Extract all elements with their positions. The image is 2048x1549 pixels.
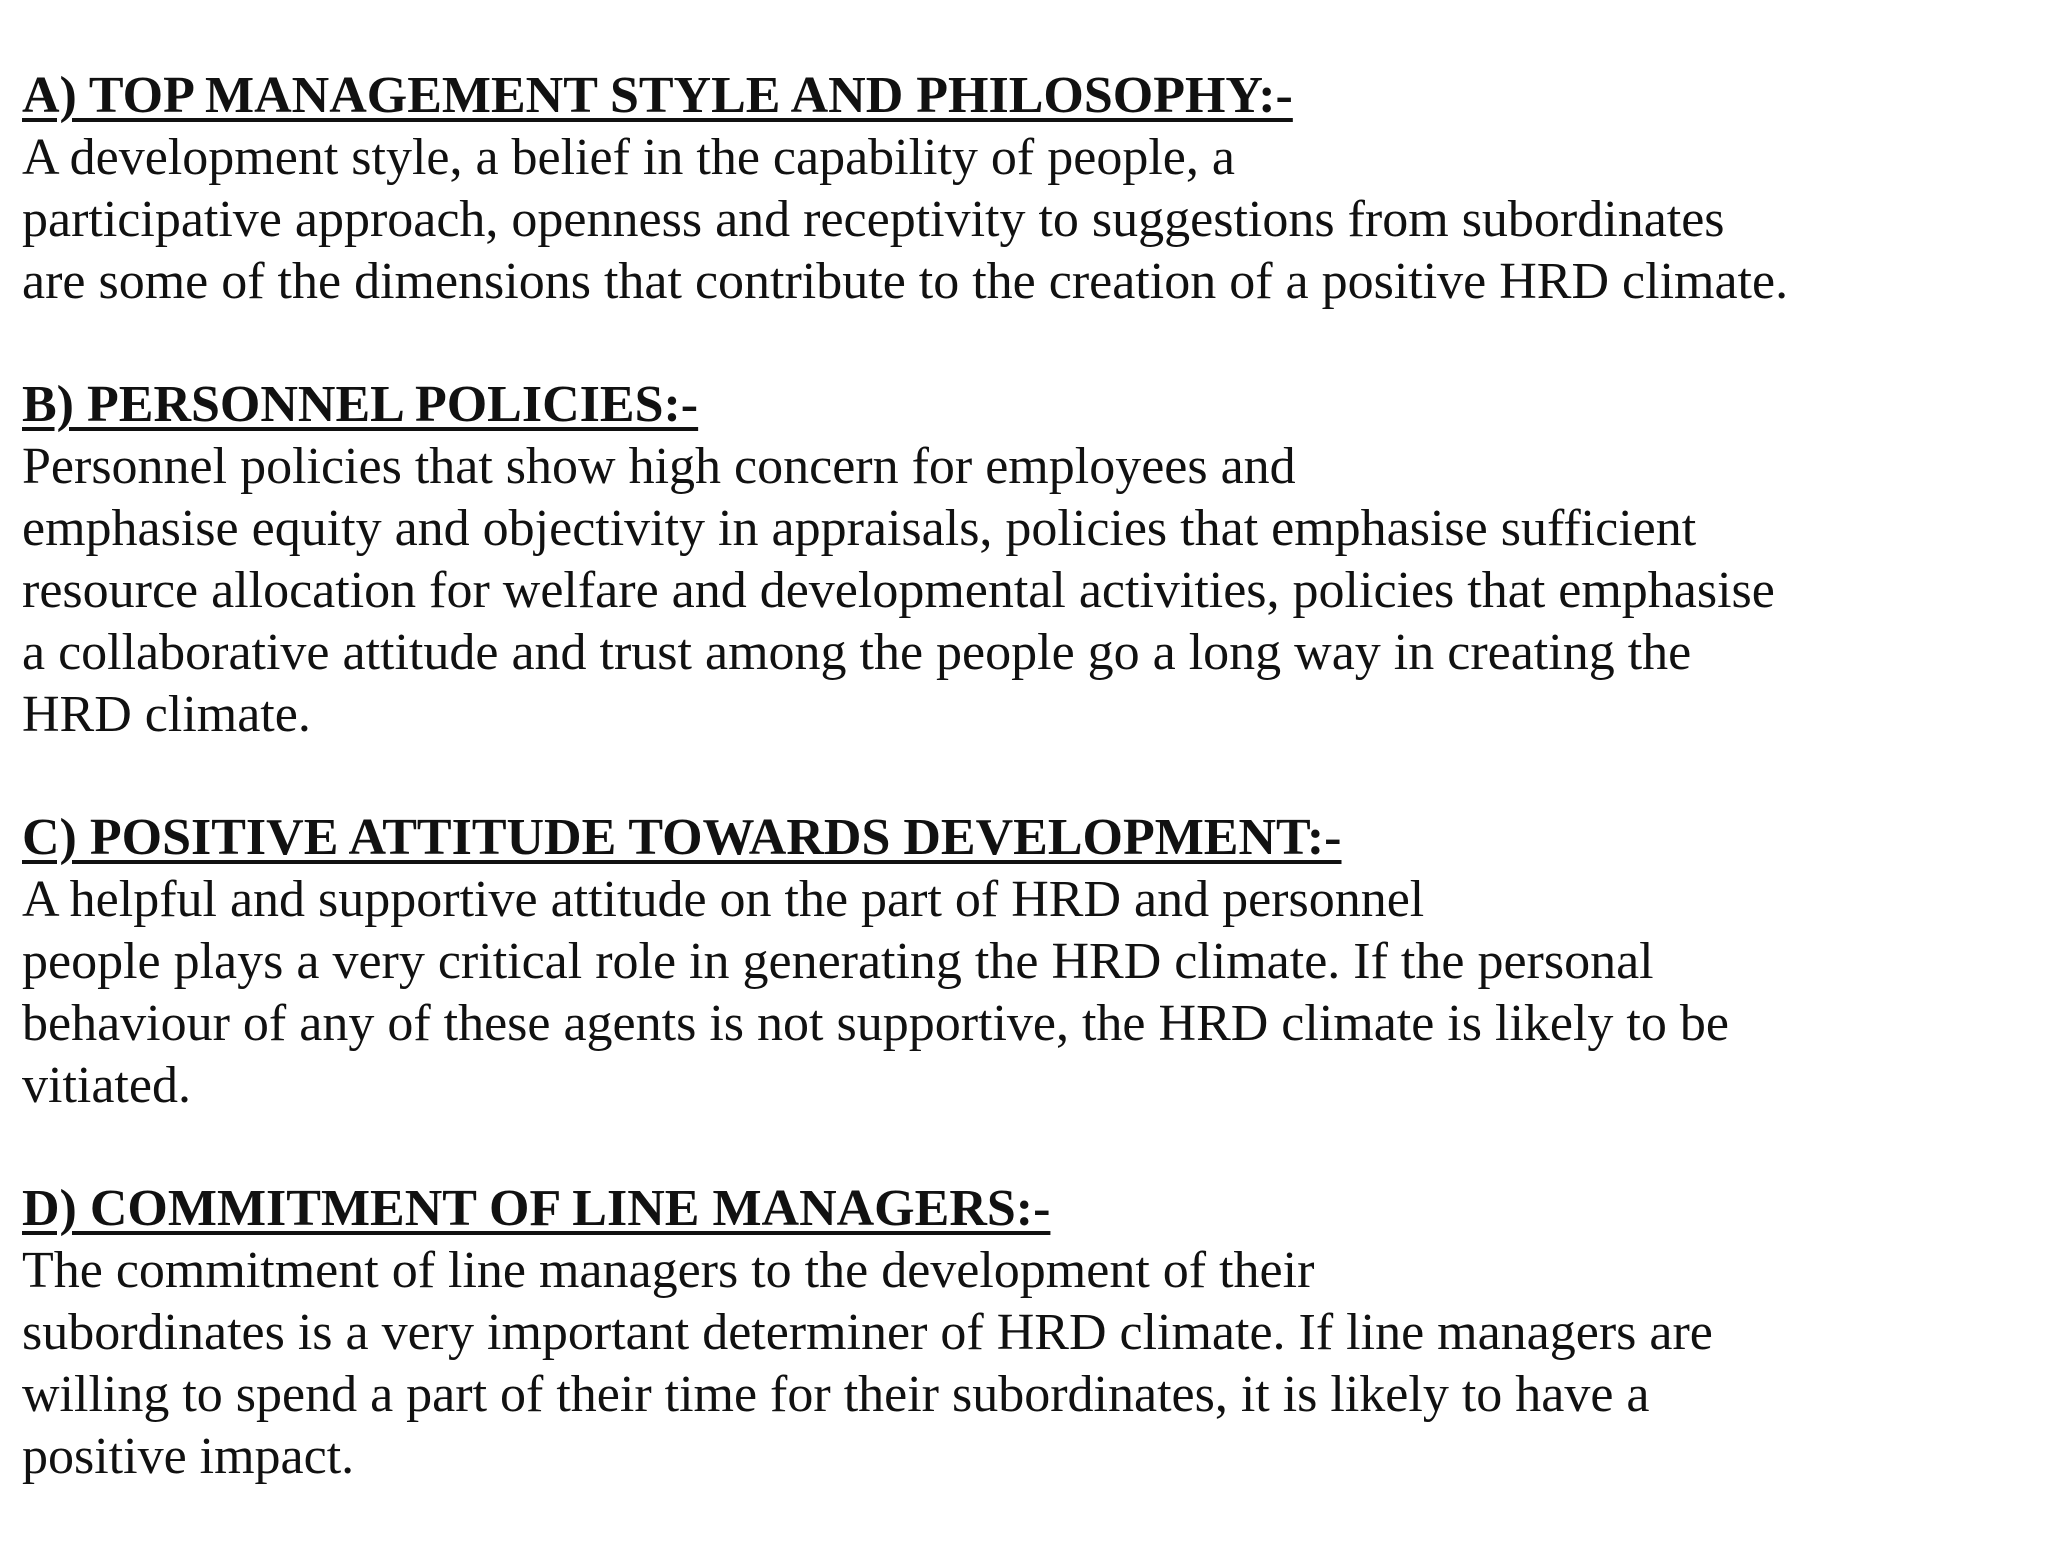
section-personnel-policies	[22, 374, 2012, 746]
section-positive-attitude	[22, 807, 2012, 1117]
paragraph-line: Personnel policies that show high concern for employees and	[22, 438, 1296, 495]
paragraph-line: HRD climate.	[22, 686, 311, 743]
paragraph-line: are some of the dimensions that contribute to the creation of a positive HRD climate.	[22, 253, 1789, 310]
paragraph-line: subordinates is a very important determiner of HRD climate. If line managers are	[22, 1304, 1713, 1361]
section-line-managers	[22, 1178, 2012, 1488]
paragraph-line: emphasise equity and objectivity in appraisals, policies that emphasise sufficient	[22, 500, 1697, 557]
section-heading: C) POSITIVE ATTITUDE TOWARDS DEVELOPMENT:-	[22, 809, 1342, 866]
paragraph-line: behaviour of any of these agents is not supportive, the HRD climate is likely to be	[22, 995, 1729, 1052]
paragraph-line: willing to spend a part of their time for their subordinates, it is likely to have a	[22, 1366, 1650, 1423]
paragraph-line: vitiated.	[22, 1057, 191, 1114]
section-heading: A) TOP MANAGEMENT STYLE AND PHILOSOPHY:-	[22, 67, 1293, 124]
section-top-management	[22, 65, 2012, 313]
paragraph-line: The commitment of line managers to the development of their	[22, 1242, 1315, 1299]
paragraph-line: A helpful and supportive attitude on the part of HRD and personnel	[22, 871, 1425, 928]
paragraph-line: positive impact.	[22, 1428, 355, 1485]
paragraph-line: participative approach, openness and receptivity to suggestions from subordinates	[22, 191, 1725, 248]
paragraph-line: a collaborative attitude and trust among the people go a long way in creating the	[22, 624, 1692, 681]
section-heading: B) PERSONNEL POLICIES:-	[22, 376, 699, 433]
document-body	[22, 65, 2012, 1549]
paragraph-line: resource allocation for welfare and developmental activities, policies that emphasise	[22, 562, 1775, 619]
paragraph-line: A development style, a belief in the capability of people, a	[22, 129, 1235, 186]
paragraph-line: people plays a very critical role in generating the HRD climate. If the personal	[22, 933, 1654, 990]
section-heading: D) COMMITMENT OF LINE MANAGERS:-	[22, 1180, 1051, 1237]
